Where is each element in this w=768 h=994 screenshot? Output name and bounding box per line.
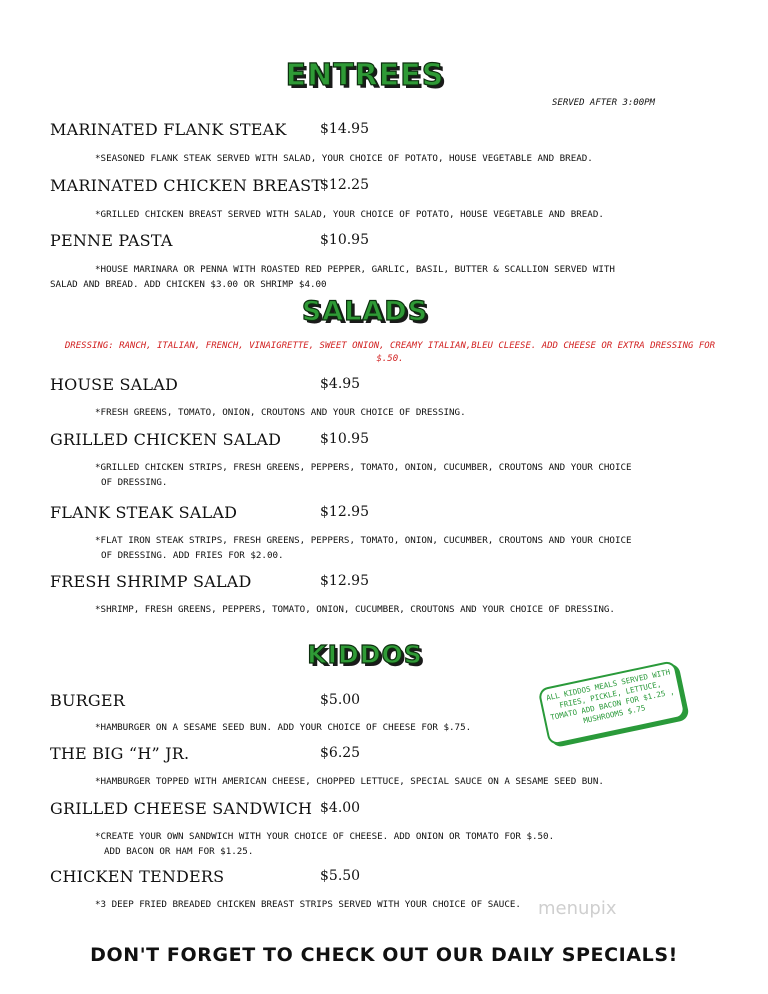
description-line: OF DRESSING. ADD FRIES FOR $2.00. bbox=[101, 550, 284, 561]
menu-item-name: GRILLED CHEESE SANDWICH bbox=[50, 799, 313, 818]
menu-item-description bbox=[95, 829, 715, 859]
menu-item-name: MARINATED FLANK STEAK bbox=[50, 120, 287, 139]
description-line: *GRILLED CHICKEN STRIPS, FRESH GREENS, PEPPERS, TOMATO, ONION, CUCUMBER, CROUTONS AND YOUR CHOICE bbox=[95, 462, 632, 473]
menu-item-name: MARINATED CHICKEN BREAST bbox=[50, 176, 323, 195]
menu-item-description bbox=[95, 533, 715, 563]
menu-item-description bbox=[95, 774, 715, 789]
description-line: *FRESH GREENS, TOMATO, ONION, CROUTONS AND YOUR CHOICE OF DRESSING. bbox=[95, 407, 466, 418]
menu-item-price: $5.50 bbox=[320, 868, 361, 884]
menu-item-description bbox=[95, 720, 715, 735]
kiddos-title: KIDDOS bbox=[307, 640, 423, 669]
description-line: *SEASONED FLANK STEAK SERVED WITH SALAD, YOUR CHOICE OF POTATO, HOUSE VEGETABLE AND BREAD. bbox=[95, 153, 593, 164]
menu-item-name: CHICKEN TENDERS bbox=[50, 867, 225, 886]
menu-item-price: $6.25 bbox=[320, 745, 361, 761]
menu-item-name: GRILLED CHICKEN SALAD bbox=[50, 430, 282, 449]
menu-item-price: $5.00 bbox=[320, 692, 361, 708]
description-line: ADD BACON OR HAM FOR $1.25. bbox=[104, 846, 254, 857]
menu-item-name: THE BIG “H” JR. bbox=[50, 744, 190, 763]
menu-item-name: HOUSE SALAD bbox=[50, 375, 179, 394]
description-line: *CREATE YOUR OWN SANDWICH WITH YOUR CHOICE OF CHEESE. ADD ONION OR TOMATO FOR $.50. bbox=[95, 831, 555, 842]
menu-item-price: $12.95 bbox=[320, 504, 369, 520]
menu-item-price: $12.95 bbox=[320, 573, 369, 589]
menu-item-name: FRESH SHRIMP SALAD bbox=[50, 572, 252, 591]
kiddos-note-box: ALL KIDDOS MEALS SERVED WITH FRIES, PICKLE, LETTUCE, TOMATO ADD BACON FOR $1.25 , MUSHROOMS $.75 bbox=[538, 660, 687, 746]
description-line: OF DRESSING. bbox=[101, 477, 168, 488]
description-line: *FLAT IRON STEAK STRIPS, FRESH GREENS, PEPPERS, TOMATO, ONION, CUCUMBER, CROUTONS AND YOUR CHOICE bbox=[95, 535, 632, 546]
menu-item-description bbox=[95, 897, 715, 912]
menu-item-price: $10.95 bbox=[320, 232, 369, 248]
menu-item-price: $12.25 bbox=[320, 177, 369, 193]
salads-title: SALADS bbox=[301, 296, 429, 327]
served-after-note: SERVED AFTER 3:00PM bbox=[552, 98, 655, 108]
menu-item-price: $4.95 bbox=[320, 376, 361, 392]
description-line: *HAMBURGER TOPPED WITH AMERICAN CHEESE, CHOPPED LETTUCE, SPECIAL SAUCE ON A SESAME SEED BUN. bbox=[95, 776, 604, 787]
description-line: *GRILLED CHICKEN BREAST SERVED WITH SALAD, YOUR CHOICE OF POTATO, HOUSE VEGETABLE AND BREAD. bbox=[95, 209, 604, 220]
description-line: *HAMBURGER ON A SESAME SEED BUN. ADD YOUR CHOICE OF CHEESE FOR $.75. bbox=[95, 722, 472, 733]
description-line: *3 DEEP FRIED BREADED CHICKEN BREAST STRIPS SERVED WITH YOUR CHOICE OF SAUCE. bbox=[95, 899, 521, 910]
menu-item-name: FLANK STEAK SALAD bbox=[50, 503, 238, 522]
description-line: *HOUSE MARINARA OR PENNA WITH ROASTED RED PEPPER, GARLIC, BASIL, BUTTER & SCALLION SERVED WITH bbox=[95, 264, 615, 275]
menu-item-price: $10.95 bbox=[320, 431, 369, 447]
dressing-options: DRESSING: RANCH, ITALIAN, FRENCH, VINAIGRETTE, SWEET ONION, CREAMY ITALIAN,BLEU CLEESE. ADD CHEESE OR EXTRA DRESSING FOR $.50. bbox=[64, 341, 716, 364]
daily-specials-footer: DON'T FORGET TO CHECK OUT OUR DAILY SPECIALS! bbox=[90, 944, 678, 966]
menu-item-name: PENNE PASTA bbox=[50, 231, 173, 250]
menu-item-price: $14.95 bbox=[320, 121, 369, 137]
description-line: SALAD AND BREAD. ADD CHICKEN $3.00 OR SHRIMP $4.00 bbox=[50, 279, 327, 290]
menu-item-name: BURGER bbox=[50, 691, 125, 710]
menu-item-description bbox=[95, 460, 715, 490]
description-line: *SHRIMP, FRESH GREENS, PEPPERS, TOMATO, ONION, CUCUMBER, CROUTONS AND YOUR CHOICE OF DRESSING. bbox=[95, 604, 615, 615]
menu-item-description bbox=[50, 262, 715, 292]
menu-item-description bbox=[95, 151, 715, 166]
menu-item-description bbox=[95, 405, 715, 420]
menu-item-description bbox=[95, 602, 715, 617]
menu-item-price: $4.00 bbox=[320, 800, 361, 816]
menu-item-description bbox=[95, 207, 715, 222]
menupix-watermark: menupix bbox=[538, 898, 617, 919]
entrees-title: ENTREES bbox=[285, 58, 445, 93]
